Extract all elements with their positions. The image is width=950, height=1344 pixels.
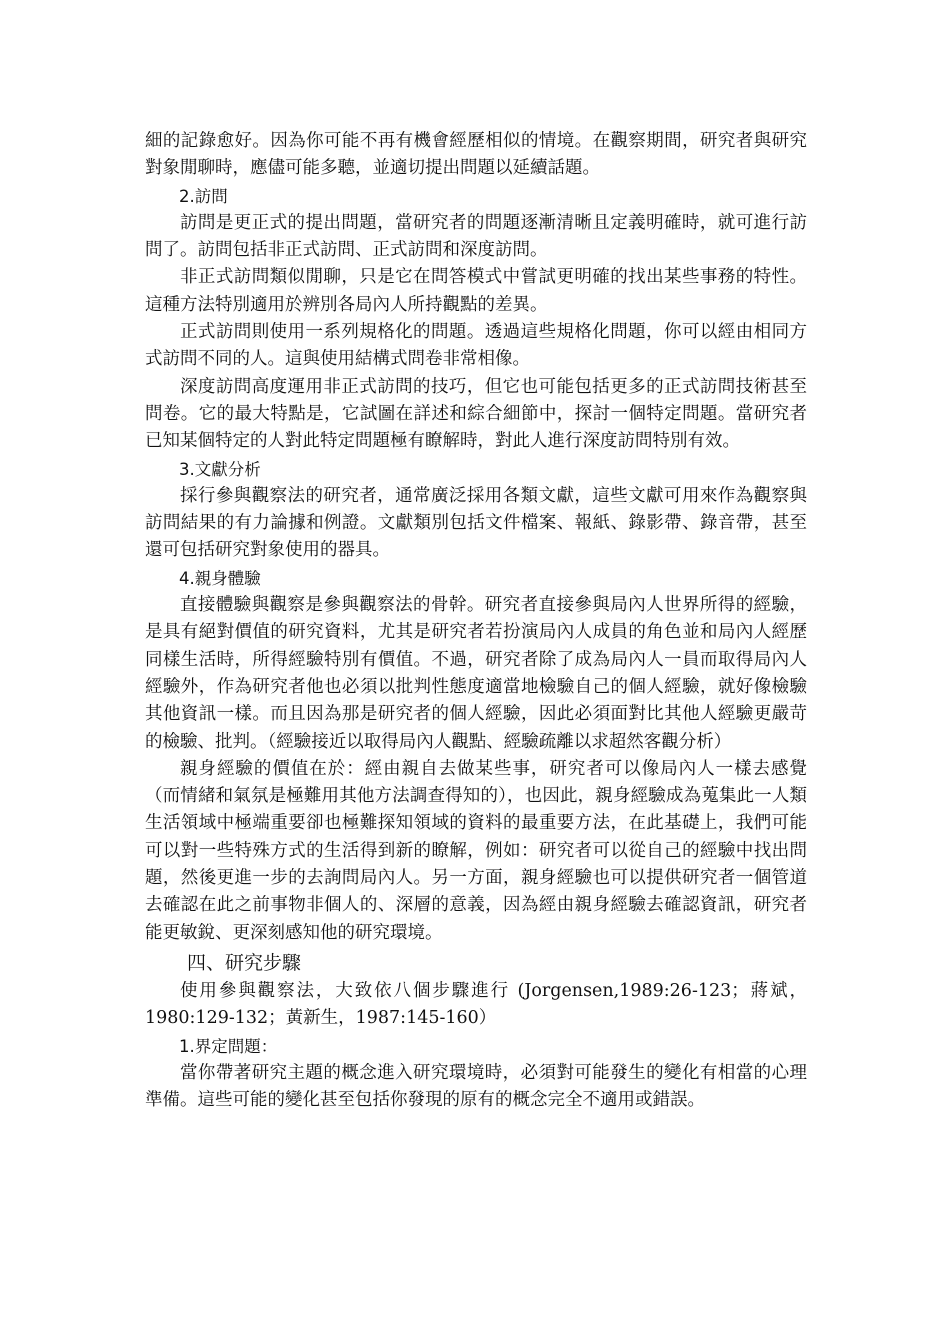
heading-research-steps: 四、研究步驟 xyxy=(187,951,302,974)
paragraph-depth-interview: 深度訪問高度運用非正式訪問的技巧，但它也可能包括更多的正式訪問技術甚至問卷。它的最大特點是，它試圖在詳述和綜合細節中，探討一個特定問題。當研究者已知某個特定的人對此特定問題極有瞭解時，對此人進行深度訪問特別有效。 xyxy=(145,376,807,452)
paragraph-interview-intro: 訪問是更正式的提出問題，當研究者的問題逐漸清晰且定義明確時，就可進行訪問了。訪問包括非正式訪問、正式訪問和深度訪問。 xyxy=(145,212,807,261)
paragraph-steps-intro: 使用參與觀察法，大致依八個步驟進行 (Jorgensen,1989:26-123；蔣斌，1980:129-132；黃新生，1987:145-160） xyxy=(145,980,807,1029)
heading-personal-experience: 4.親身體驗 xyxy=(179,568,261,588)
paragraph-formal-interview: 正式訪問則使用一系列規格化的問題。透過這些規格化問題，你可以經由相同方式訪問不同的人。這與使用結構式問卷非常相像。 xyxy=(145,322,807,370)
paragraph-direct-experience: 直接體驗與觀察是參與觀察法的骨幹。研究者直接參與局內人世界所得的經驗，是具有絕對價值的研究資料，尤其是研究者若扮演局內人成員的角色並和局內人經歷同樣生活時，所得經驗特別有價值。不過，研究者除了成為局內人一員而取得局內人經驗外，作為研究者他也必須以批判性態度適當地檢驗自己的個人經驗，就好像檢驗其他資訊一樣。而且因為那是研究者的個人經驗，因此必須面對比其他人經驗更嚴苛的檢驗、批判。（經驗接近以取得局內人觀點、經驗疏離以求超然客觀分析） xyxy=(145,595,807,752)
heading-define-problem: 1.界定問題： xyxy=(179,1036,278,1056)
document-page xyxy=(145,128,807,1114)
paragraph-informal-interview: 非正式訪問類似閒聊，只是它在問答模式中嘗試更明確的找出某些事務的特性。這種方法特別適用於辨別各局內人所持觀點的差異。 xyxy=(145,267,807,315)
paragraph-observation-end: 細的記錄愈好。因為你可能不再有機會經歷相似的情境。在觀察期間，研究者與研究對象閒聊時，應儘可能多聽，並適切提出問題以延續話題。 xyxy=(145,131,807,179)
paragraph-literature: 採行參與觀察法的研究者，通常廣泛採用各類文獻，這些文獻可用來作為觀察與訪問結果的有力論據和例證。文獻類別包括文件檔案、報紙、錄影帶、錄音帶，甚至還可包括研究對象使用的器具。 xyxy=(145,485,807,561)
paragraph-experience-value: 親身經驗的價值在於：經由親自去做某些事，研究者可以像局內人一樣去感覺（而情緒和氣氛是極難用其他方法調查得知的），也因此，親身經驗成為蒐集此一人類生活領域中極端重要卻也極難探知領域的資料的最重要方法，在此基礎上，我們可能可以對一些特殊方式的生活得到新的瞭解，例如：研究者可以從自己的經驗中找出問題，然後更進一步的去詢問局內人。另一方面，親身經驗也可以提供研究者一個管道去確認在此之前事物非個人的、深層的意義，因為經由親身經驗去確認資訊，研究者能更敏銳、更深刻感知他的研究環境。 xyxy=(145,758,807,943)
heading-interview: 2.訪問 xyxy=(179,186,228,206)
paragraph-define-problem: 當你帶著研究主題的概念進入研究環境時，必須對可能發生的變化有相當的心理準備。這些可能的變化甚至包括你發現的原有的概念完全不適用或錯誤。 xyxy=(145,1062,807,1111)
heading-literature-analysis: 3.文獻分析 xyxy=(179,459,261,479)
